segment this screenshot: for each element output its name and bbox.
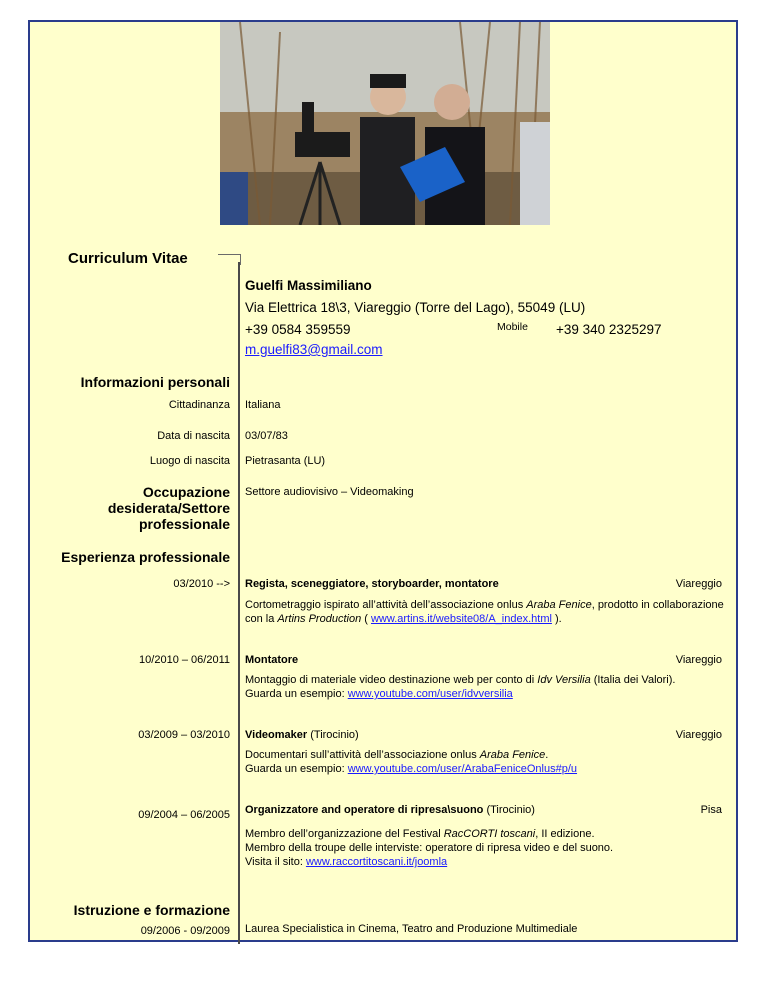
experience-3-dates: 03/2009 – 03/2010	[138, 729, 230, 741]
experience-4-role: Organizzatore and operatore di ripresa\suono	[245, 804, 484, 816]
experience-2-role: Montatore	[245, 654, 299, 666]
occupation-value: Settore audiovisivo – Videomaking	[245, 486, 414, 498]
experience-1-place: Viareggio	[675, 578, 722, 590]
birthplace-value: Pietrasanta (LU)	[245, 455, 326, 467]
experience-3-description: Documentari sull’attività dell’associazione onlus Araba Fenice. Guarda un esempio: www.youtube.com/user/ArabaFeniceOnlus#p/u	[245, 749, 578, 775]
personal-section-title: Informazioni personali	[80, 374, 230, 390]
experience-2-dates: 10/2010 – 06/2011	[139, 654, 230, 666]
cv-page	[28, 20, 738, 942]
experience-2-description: Montaggio di materiale video destinazione web per conto di Idv Versilia (Italia dei Valori). Guarda un esempio: www.youtube.com/user/idvversilia	[245, 674, 676, 700]
address: Via Elettrica 18\3, Viareggio (Torre del Lago), 55049 (LU)	[245, 300, 586, 315]
education-value: Laurea Specialistica in Cinema, Teatro and Produzione Multimediale	[245, 923, 578, 935]
experience-3-role-line	[245, 729, 359, 741]
experience-4-place: Pisa	[700, 804, 722, 816]
occupation-label-line1: Occupazione	[142, 484, 230, 500]
cv-title: Curriculum Vitae	[68, 250, 188, 267]
birthplace-label: Luogo di nascita	[149, 455, 230, 467]
experience-4-description: Membro dell’organizzazione del Festival RacCORTI toscani, II edizione. Membro della troupe delle interviste: operatore di ripresa video e del suono. Visita il sito: www.raccortitoscani.it/joomla	[245, 828, 614, 868]
film-crew-illustration	[220, 22, 550, 225]
header-photo	[220, 22, 550, 225]
raccorti-link[interactable]: www.raccortitoscani.it/joomla	[305, 856, 448, 868]
phone: +39 0584 359559	[245, 322, 351, 337]
person-name: Guelfi Massimiliano	[245, 278, 372, 293]
citizenship-value: Italiana	[245, 399, 281, 411]
experience-1-dates: 03/2010 -->	[173, 578, 230, 590]
mobile-number: +39 340 2325297	[556, 322, 662, 337]
experience-1-description: Cortometraggio ispirato all’attività dell’associazione onlus Araba Fenice, prodotto in collaborazione con la Artins Production ( www.artins.it/website08/A_index.html ).	[245, 599, 724, 625]
idvversilia-link[interactable]: www.youtube.com/user/idvversilia	[347, 688, 513, 700]
experience-4-role-line	[245, 804, 535, 816]
experience-4-role-suffix: (Tirocinio)	[483, 804, 535, 816]
occupation-label-line2: desiderata/Settore	[107, 500, 230, 516]
birthdate-label: Data di nascita	[157, 430, 230, 442]
citizenship-label: Cittadinanza	[168, 399, 230, 411]
experience-section-title: Esperienza professionale	[61, 549, 230, 565]
experience-3-place: Viareggio	[675, 729, 722, 741]
email-link[interactable]: m.guelfi83@gmail.com	[245, 342, 383, 357]
experience-4-dates: 09/2004 – 06/2005	[138, 809, 230, 821]
birthdate-value: 03/07/83	[245, 430, 288, 442]
occupation-label	[30, 484, 230, 532]
education-dates: 09/2006 - 09/2009	[140, 925, 230, 937]
experience-3-role-suffix: (Tirocinio)	[307, 729, 359, 741]
occupation-label-line3: professionale	[138, 516, 230, 532]
column-divider	[238, 262, 240, 944]
arabafenice-link[interactable]: www.youtube.com/user/ArabaFeniceOnlus#p/u	[347, 763, 578, 775]
experience-2-place: Viareggio	[675, 654, 722, 666]
mobile-label: Mobile	[497, 321, 528, 333]
experience-3-role: Videomaker	[245, 729, 308, 741]
education-section-title: Istruzione e formazione	[73, 902, 230, 918]
experience-1-role: Regista, sceneggiatore, storyboarder, montatore	[245, 578, 499, 590]
artins-link[interactable]: www.artins.it/website08/A_index.html	[370, 613, 552, 625]
